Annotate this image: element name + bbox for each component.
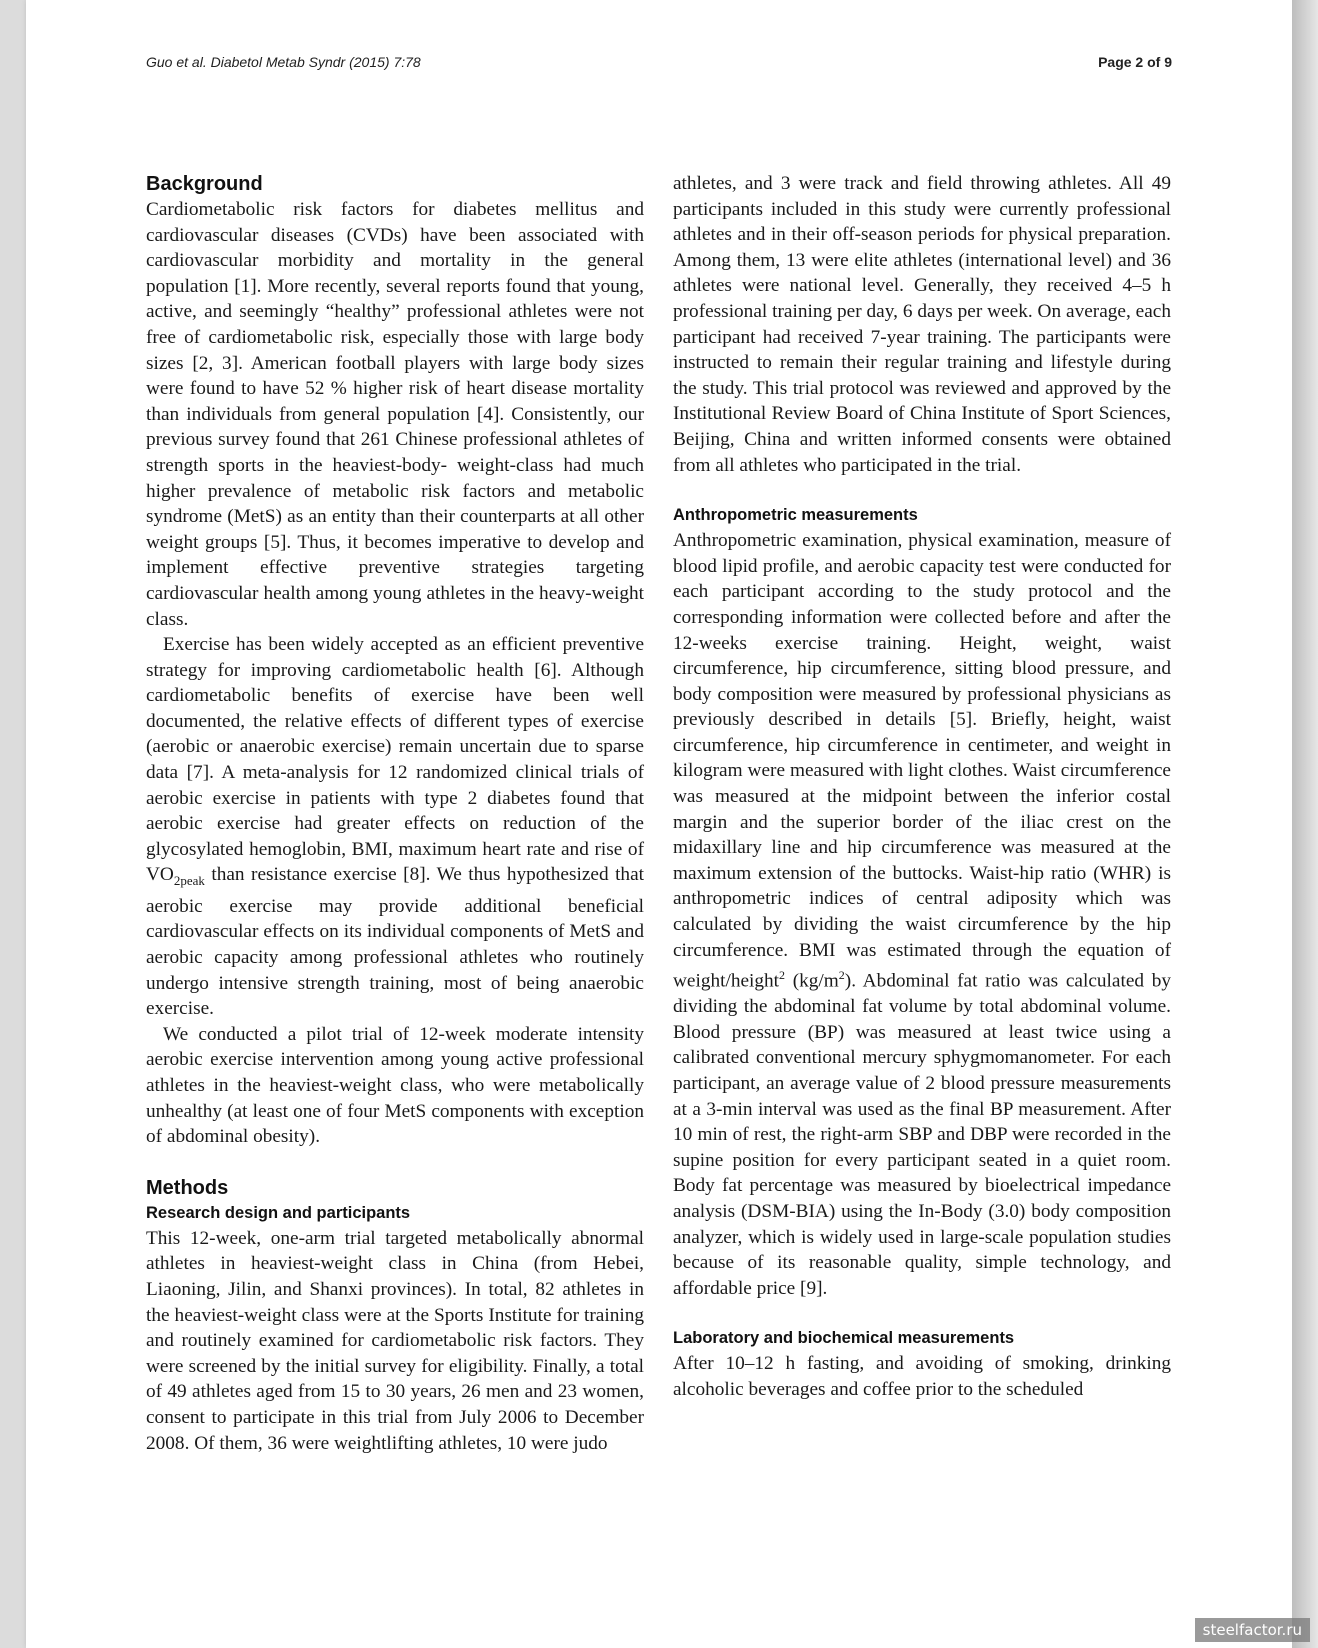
background-paragraph-2 (146, 632, 644, 1022)
running-header (146, 54, 1172, 70)
anthro-text-b: (kg/m (785, 970, 839, 992)
research-paragraph-1: This 12-week, one-arm trial targeted metabolically abnormal athletes in heaviest-weight class in China (from Hebei, Liaoning, Jilin, and Shanxi provinces). In total, 82 athletes in the heaviest-weight class were at the Sports Institute for training and routinely examined for cardiometabolic risk factors. They were screened by the initial survey for eligibility. Finally, a total of 49 athletes aged from 15 to 30 years, 26 men and 23 women, consent to participate in this trial from July 2006 to December 2008. Of them, 36 were weightlifting athletes, 10 were judo (146, 1227, 644, 1454)
anthropometric-paragraph (673, 528, 1171, 1301)
watermark: steelfactor.ru (1195, 1618, 1310, 1642)
m-squared-superscript: 2 (838, 968, 845, 983)
research-design-heading: Research design and participants (146, 1203, 411, 1222)
right-column (673, 171, 1171, 1403)
background-paragraph-3: We conducted a pilot trial of 12-week moderate intensity aerobic exercise intervention among young active professional athletes in the heaviest-weight class, who were metabolically unhealthy (at least one of four MetS components with exception of abdominal obesity). (146, 1023, 644, 1148)
anthro-text-c: ). Abdominal fat ratio was calculated by dividing the abdominal fat volume by total abdominal volume. Blood pressure (BP) was measured at least twice using a calibrated conventional mercury sphygmomanometer. For each participant, an average value of 2 blood pressure measurements at a 3-min interval was used as the final BP measurement. After 10 min of rest, the right-arm SBP and DBP were recorded in the supine position for every participant seated in a quiet room. Body fat percentage was measured by bioelectrical impedance analysis (DSM-BIA) using the In-Body (3.0) body composition analyzer, which is widely used in large-scale population studies because of its reasonable quality, simple technology, and affordable price [9]. (673, 970, 1171, 1299)
research-paragraph-continued: athletes, and 3 were track and field throwing athletes. All 49 participants included in this study were currently professional athletes and in their off-season periods for physical preparation. Among them, 13 were elite athletes (international level) and 36 athletes were national level. Generally, they received 4–5 h professional training per day, 6 days per week. On average, each participant had received 7-year training. The participants were instructed to remain their regular training and lifestyle during the study. This trial protocol was reviewed and approved by the Institutional Review Board of China Institute of Sport Sciences, Beijing, China and written informed consents were obtained from all athletes who participated in the trial. (673, 173, 1171, 476)
laboratory-paragraph: After 10–12 h fasting, and avoiding of smoking, drinking alcoholic beverages and coffee prior to the scheduled (673, 1353, 1171, 1400)
anthropometric-heading: Anthropometric measurements (673, 506, 918, 525)
left-column (146, 171, 644, 1456)
background-paragraph-1: Cardiometabolic risk factors for diabetes mellitus and cardiovascular diseases (CVDs) have been associated with cardiovascular morbidity and mortality in the general population [1]. More recently, several reports found that young, active, and seemingly “healthy” professional athletes were not free of cardiometabolic risk, especially those with large body sizes [2, 3]. American football players with large body sizes were found to have 52 % higher risk of heart disease mortality than individuals from general population [4]. Consistently, our previous survey found that 261 Chinese professional athletes of strength sports in the heaviest-body- weight-class had much higher prevalence of metabolic risk factors and metabolic syndrome (MetS) as an entity than their counterparts at all other weight groups [5]. Thus, it becomes imperative to develop and implement effective preventive strategies targeting cardiovascular health among young athletes in the heavy-weight class. (146, 199, 644, 630)
page-edge (1292, 0, 1318, 1648)
laboratory-heading: Laboratory and biochemical measurements (673, 1329, 1015, 1348)
bg-p2-text-b: than resistance exercise [8]. We thus hypothesized that aerobic exercise may provide additional beneficial cardiovascular effects on its individual components of MetS and aerobic capacity among professional athletes who routinely undergo intensive strength training, most of being anaerobic exercise. (146, 864, 644, 1020)
page-number: Page 2 of 9 (1098, 54, 1172, 70)
bg-p2-text-a: Exercise has been widely accepted as an efficient preventive strategy for improving cardiometabolic health [6]. Although cardiometabolic benefits of exercise have been well documented, the relative effects of different types of exercise (aerobic or anaerobic exercise) remain uncertain due to sparse data [7]. A meta-analysis for 12 randomized clinical trials of aerobic exercise in patients with type 2 diabetes found that aerobic exercise had greater effects on reduction of the glycosylated hemoglobin, BMI, maximum heart rate and rise of VO (146, 634, 644, 886)
methods-heading: Methods (146, 1176, 229, 1199)
citation: Guo et al. Diabetol Metab Syndr (2015) 7:78 (146, 54, 421, 70)
background-heading: Background (146, 173, 263, 195)
vo2peak-subscript: 2peak (173, 873, 205, 889)
height-squared-superscript: 2 (779, 968, 786, 983)
anthro-text-a: Anthropometric examination, physical examination, measure of blood lipid profile, and aerobic capacity test were conducted for each participant according to the study protocol and the corresponding information were collected before and after the 12-weeks exercise training. Height, weight, waist circumference, hip circumference, sitting blood pressure, and body composition were measured by professional physicians as previously described in details [5]. Briefly, height, waist circumference, hip circumference in centimeter, and weight in kilogram were measured with light clothes. Waist circumference was measured at the midpoint between the inferior costal margin and the superior border of the iliac crest on the midaxillary line and hip circumference was measured at the maximum extension of the buttocks. Waist-hip ratio (WHR) is anthropometric indices of central adiposity which was calculated by dividing the waist circumference by the hip circumference. BMI was estimated through the equation of weight/height (673, 530, 1171, 992)
